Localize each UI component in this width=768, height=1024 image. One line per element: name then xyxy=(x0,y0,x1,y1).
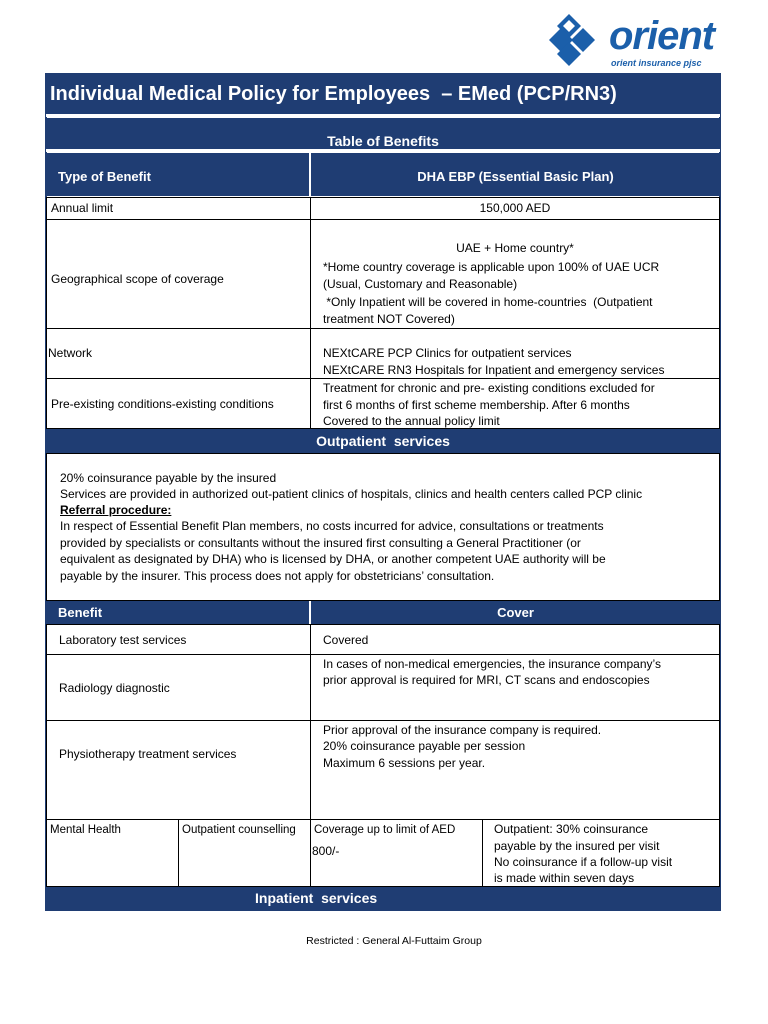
outpatient-services-label: Outpatient services xyxy=(316,433,450,449)
cover-header-label: Cover xyxy=(497,605,534,620)
mental-health-cover-cell xyxy=(310,819,483,887)
network-label-cell xyxy=(46,328,311,379)
mental-health-cover-line-2: 800/- xyxy=(312,844,340,858)
preexisting-line-3: Covered to the annual policy limit xyxy=(323,414,500,428)
orient-logo-mark-icon xyxy=(547,12,603,68)
annual-limit-label-cell xyxy=(46,197,311,220)
footer-restricted-note: Restricted : General Al-Futtaim Group xyxy=(306,935,482,947)
table-of-benefits-label: Table of Benefits xyxy=(327,133,439,149)
physio-cover-cell xyxy=(310,720,720,820)
geo-scope-line-2: *Home country coverage is applicable upon 100% of UAE UCR xyxy=(323,260,660,274)
referral-procedure-heading: Referral procedure: xyxy=(60,503,172,517)
outpatient-counselling-label: Outpatient counselling xyxy=(182,824,296,836)
referral-text-line-3: equivalent as designated by DHA) who is licensed by DHA, or another competent UAE authority will be xyxy=(60,552,606,566)
lab-cover-cell xyxy=(310,624,720,655)
orient-tagline: orient insurance pjsc xyxy=(611,58,702,68)
lab-cover: Covered xyxy=(323,633,369,647)
mental-health-cover-line-1: Coverage up to limit of AED xyxy=(314,824,456,836)
referral-text-line-4: payable by the insurer. This process does not apply for obstetricians’ consultation. xyxy=(60,569,495,583)
mental-health-label: Mental Health xyxy=(50,824,121,836)
mental-health-sub-cell xyxy=(178,819,311,887)
inpatient-services-label: Inpatient services xyxy=(255,890,378,906)
mental-health-note-line-3: No coinsurance if a follow-up visit xyxy=(494,855,673,869)
physio-line-2: 20% coinsurance payable per session xyxy=(323,739,526,753)
geo-scope-line-3: (Usual, Customary and Reasonable) xyxy=(323,277,518,291)
referral-text-line-2: provided by specialists or consultants without the insured first consulting a General Practitioner (or xyxy=(60,536,581,550)
orient-wordmark: orient xyxy=(609,14,715,58)
preexisting-label-cell xyxy=(46,378,311,429)
geo-scope-line-4: *Only Inpatient will be covered in home-countries (Outpatient xyxy=(323,295,653,309)
physio-label: Physiotherapy treatment services xyxy=(59,747,237,761)
type-of-benefit-header xyxy=(46,153,310,196)
type-of-benefit-label: Type of Benefit xyxy=(58,169,151,184)
mental-health-label-cell xyxy=(46,819,179,887)
geo-scope-line-1: UAE + Home country* xyxy=(456,241,574,255)
radiology-line-2: prior approval is required for MRI, CT scans and endoscopies xyxy=(323,673,650,687)
preexisting-label: Pre-existing conditions-existing conditions xyxy=(51,397,274,411)
annual-limit-value: 150,000 AED xyxy=(479,201,551,215)
outpatient-services-heading xyxy=(46,429,720,453)
table-of-benefits-heading xyxy=(46,118,720,152)
preexisting-line-2: first 6 months of first scheme membership. After 6 months xyxy=(323,398,630,412)
cover-header xyxy=(311,601,720,624)
radiology-label: Radiology diagnostic xyxy=(59,681,170,695)
physio-line-3: Maximum 6 sessions per year. xyxy=(323,756,486,770)
benefit-header-label: Benefit xyxy=(58,605,103,620)
preexisting-value-cell xyxy=(310,378,720,429)
inpatient-services-heading xyxy=(46,887,720,910)
physio-line-1: Prior approval of the insurance company is required. xyxy=(323,723,602,737)
lab-label-cell xyxy=(46,624,311,655)
annual-limit-label: Annual limit xyxy=(51,201,114,215)
network-label: Network xyxy=(48,346,93,360)
mental-health-note-line-4: is made within seven days xyxy=(494,871,635,885)
network-line-1: NEXtCARE PCP Clinics for outpatient services xyxy=(323,346,572,360)
mental-health-note-line-2: payable by the insured per visit xyxy=(494,839,660,853)
annual-limit-value-cell xyxy=(310,197,720,220)
lab-label: Laboratory test services xyxy=(59,633,187,647)
geo-scope-label-cell xyxy=(46,219,311,329)
radiology-cover-cell xyxy=(310,654,720,721)
physio-label-cell xyxy=(46,720,311,820)
plan-header xyxy=(311,153,720,196)
outpatient-pcp-text: Services are provided in authorized out-patient clinics of hospitals, clinics and health centers called PCP clinic xyxy=(60,487,643,501)
geo-scope-label: Geographical scope of coverage xyxy=(51,272,224,286)
plan-label: DHA EBP (Essential Basic Plan) xyxy=(417,169,614,184)
geo-scope-line-5: treatment NOT Covered) xyxy=(323,312,455,326)
radiology-label-cell xyxy=(46,654,311,721)
orient-logo xyxy=(547,12,737,72)
network-line-2: NEXtCARE RN3 Hospitals for Inpatient and emergency services xyxy=(323,363,665,377)
mental-health-note-cell xyxy=(482,819,720,887)
referral-text-line-1: In respect of Essential Benefit Plan members, no costs incurred for advice, consultations or treatments xyxy=(60,519,604,533)
network-value-cell xyxy=(310,328,720,379)
policy-title-bar xyxy=(46,74,720,117)
geo-scope-value-cell xyxy=(310,219,720,329)
radiology-line-1: In cases of non-medical emergencies, the insurance company’s xyxy=(323,657,661,671)
policy-title: Individual Medical Policy for Employees – EMed (PCP/RN3) xyxy=(50,83,617,105)
outpatient-coinsurance-text: 20% coinsurance payable by the insured xyxy=(60,471,277,485)
benefit-header xyxy=(46,601,310,624)
mental-health-note-line-1: Outpatient: 30% coinsurance xyxy=(494,822,649,836)
preexisting-line-1: Treatment for chronic and pre- existing conditions excluded for xyxy=(323,381,655,395)
outpatient-description xyxy=(46,453,720,601)
